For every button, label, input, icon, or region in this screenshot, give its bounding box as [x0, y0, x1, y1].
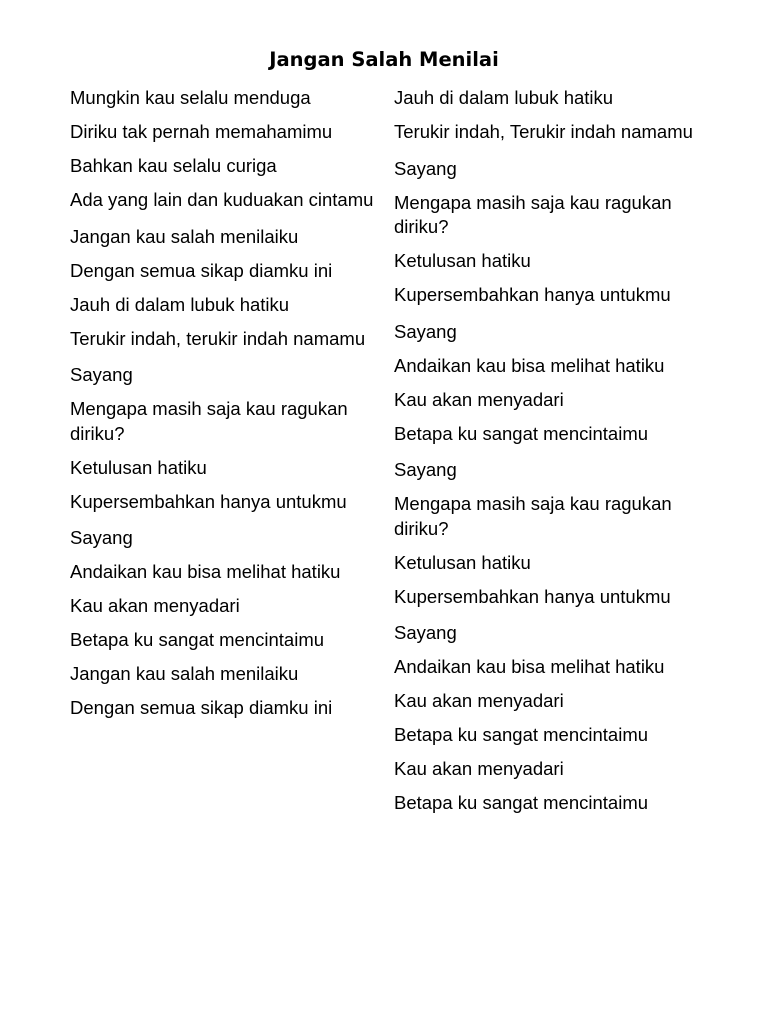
lyric-line: Mengapa masih saja kau ragukan diriku?	[394, 191, 672, 237]
lyric-line: Kau akan menyadari	[394, 690, 564, 711]
lyric-line: Betapa ku sangat mencintaimu	[394, 422, 649, 444]
lyric-line: Kupersembahkan hanya untukmu	[70, 490, 347, 512]
lyrics-left-column	[70, 86, 390, 730]
lyric-line: Kau akan menyadari	[394, 758, 564, 779]
lyric-line: Jauh di dalam lubuk hatiku	[70, 293, 290, 315]
lyrics-right-column	[394, 86, 724, 825]
lyric-line: Betapa ku sangat mencintaimu	[394, 724, 649, 745]
lyric-line: Dengan semua sikap diamku ini	[70, 697, 333, 718]
lyric-line: Sayang	[394, 157, 457, 179]
lyric-line: Diriku tak pernah memahamimu	[70, 121, 333, 142]
lyric-line: Mengapa masih saja kau ragukan diriku?	[394, 493, 672, 539]
lyric-line: Mengapa masih saja kau ragukan diriku?	[70, 398, 348, 444]
lyric-line: Ketulusan hatiku	[394, 250, 531, 271]
lyric-line: Bahkan kau selalu curiga	[70, 155, 277, 176]
lyric-line: Sayang	[394, 320, 457, 342]
lyric-line: Sayang	[394, 622, 457, 643]
lyric-line: Andaikan kau bisa melihat hatiku	[394, 656, 665, 677]
lyric-line: Terukir indah, terukir indah namamu	[70, 327, 366, 349]
lyric-line: Jangan kau salah menilaiku	[70, 225, 299, 247]
lyric-line: Kau akan menyadari	[70, 595, 240, 616]
lyric-line: Jauh di dalam lubuk hatiku	[394, 87, 614, 108]
lyric-line: Sayang	[394, 459, 457, 480]
lyric-line: Andaikan kau bisa melihat hatiku	[70, 561, 341, 582]
lyric-line: Kupersembahkan hanya untukmu	[394, 585, 671, 607]
lyric-line: Betapa ku sangat mencintaimu	[394, 792, 649, 813]
lyric-line: Andaikan kau bisa melihat hatiku	[394, 354, 665, 376]
lyric-line: Terukir indah, Terukir indah namamu	[394, 121, 693, 142]
lyric-line: Ketulusan hatiku	[70, 456, 207, 478]
lyric-line: Kupersembahkan hanya untukmu	[394, 284, 671, 305]
lyric-line: Mungkin kau selalu menduga	[70, 87, 311, 108]
document-title: Jangan Salah Menilai	[269, 48, 499, 71]
lyric-line: Betapa ku sangat mencintaimu	[70, 629, 325, 650]
lyric-line: Sayang	[70, 364, 133, 385]
lyric-line: Jangan kau salah menilaiku	[70, 663, 299, 684]
lyric-line: Ada yang lain dan kuduakan cintamu	[70, 189, 374, 210]
lyric-line: Dengan semua sikap diamku ini	[70, 259, 333, 281]
lyric-line: Kau akan menyadari	[394, 388, 564, 410]
lyric-line: Sayang	[70, 527, 133, 548]
lyric-line: Ketulusan hatiku	[394, 551, 531, 573]
